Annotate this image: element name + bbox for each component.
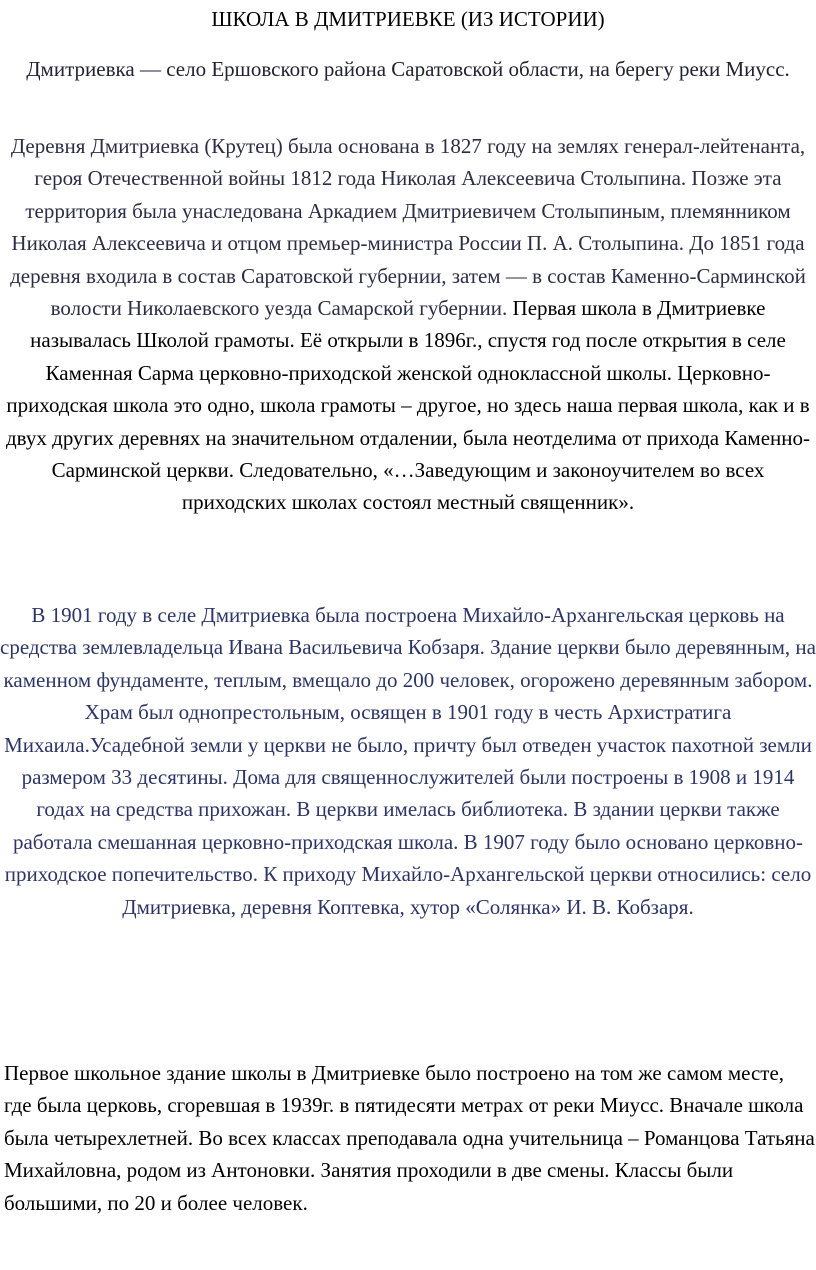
history-paragraph <box>0 130 816 519</box>
intro-paragraph: Дмитриевка — село Ершовского района Саратовской области, на берегу реки Миусс. <box>26 57 790 81</box>
document-title: ШКОЛА В ДМИТРИЕВКЕ (ИЗ ИСТОРИИ) <box>211 7 605 31</box>
church-paragraph: В 1901 году в селе Дмитриевка была построена Михайло-Архангельская церковь на средства землевладельца Ивана Васильевича Кобзаря. Здание церкви было деревянным, на каменном фундаменте, теплым, вмещало до 200 человек, огорожено деревянным забором. Храм был однопрестольным, освящен в 1901 году в честь Архистратига Михаила.Усадебной земли у церкви не было, причту был отведен участок пахотной земли размером 33 десятины. Дома для священнослужителей были построены в 1908 и 1914 годах на средства прихожан. В церкви имелась библиотека. В здании церкви также работала смешанная церковно-приходская школа. В 1907 году было основано церковно-приходское попечительство. К приходу Михайло-Архангельской церкви относились: село Дмитриевка, деревня Коптевка, хутор «Солянка» И. В. Кобзаря. <box>0 603 816 919</box>
school-building-paragraph: Первое школьное здание школы в Дмитриевке было построено на том же самом месте, где была церковь, сгоревшая в 1939г. в пятидесяти метрах от реки Миусс. Вначале школа была четырехлетней. Во всех классах преподавала одна учительница – Романцова Татьяна Михайловна, родом из Антоновки. Занятия проходили в две смены. Классы были большими, по 20 и более человек. <box>4 1061 815 1215</box>
history-founding-text: Деревня Дмитриевка (Крутец) была основана в 1827 году на землях генерал-лейтенанта, героя Отечественной войны 1812 года Николая Алексеевича Столыпина. Позже эта территория была унаследована Аркадием Дмитриевичем Столыпиным, племянником Николая Алексеевича и отцом премьер-министра России П. А. Столыпина. До 1851 года деревня входила в состав Саратовской губернии, затем — в состав Каменно-Сарминской волости Николаевского уезда Самарской губернии. <box>10 134 806 321</box>
history-first-school-text: Первая школа в Дмитриевке называлась Школой грамоты. Её открыли в 1896г., спустя год после открытия в селе Каменная Сарма церковно-приходской женской одноклассной школы. Церковно-приходская школа это одно, школа грамоты – другое, но здесь наша первая школа, как и в двух других деревнях на значительном отдалении, была неотделима от прихода Каменно-Сарминской церкви. Следовательно, «…Заведующим и законоучителем во всех приходских школах состоял местный священник». <box>6 296 810 515</box>
